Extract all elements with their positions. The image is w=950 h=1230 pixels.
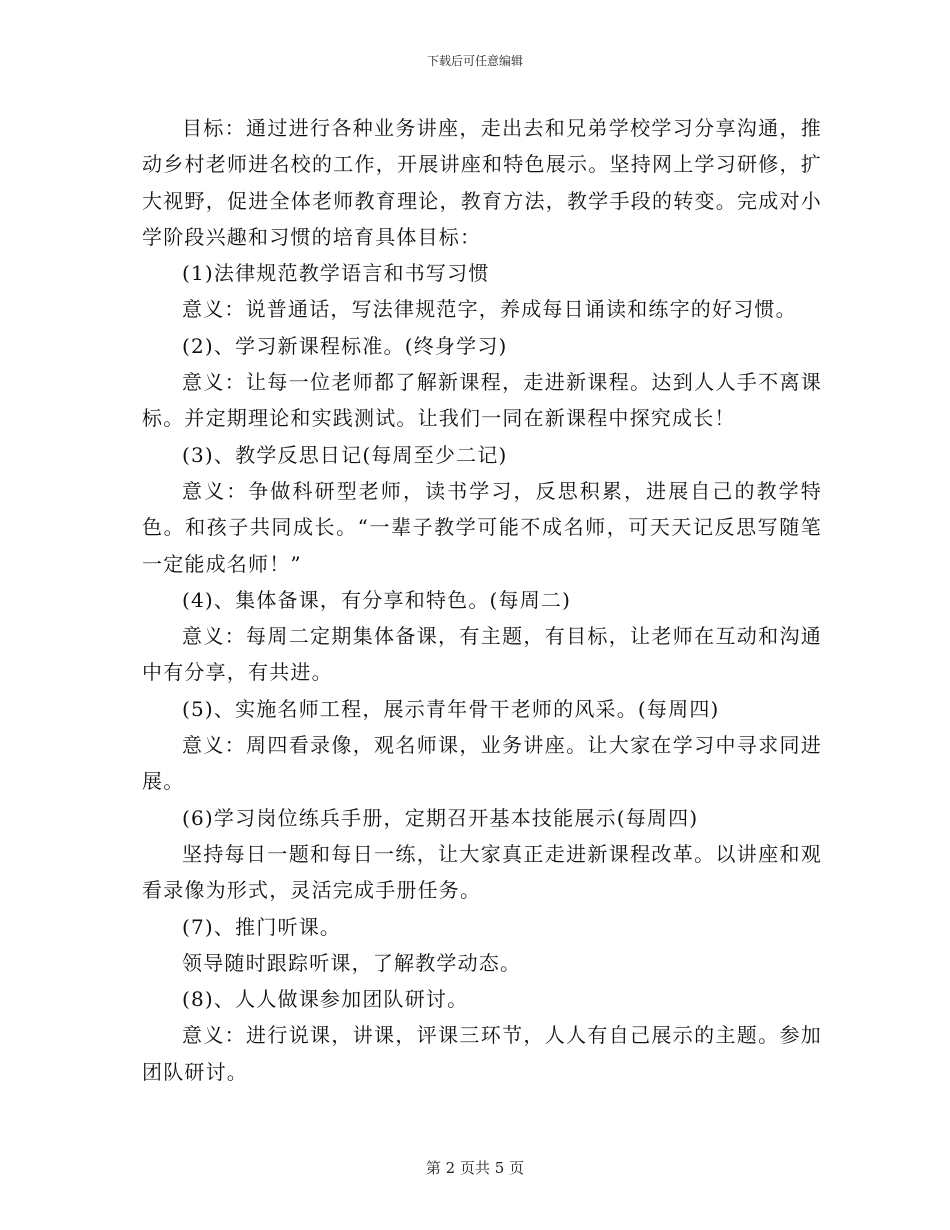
item-2-meaning: 意义：让每一位老师都了解新课程，走进新课程。达到人人手不离课标。并定期理论和实践测试。让我们一同在新课程中探究成长！ (142, 370, 822, 431)
page-header: 下载后可任意编辑 (426, 54, 523, 68)
document-body (142, 110, 822, 1090)
item-7-heading: (7)、推门听课。 (182, 914, 342, 939)
item-3-heading: (3)、教学反思日记(每周至少二记) (182, 442, 508, 467)
item-5-heading: (5)、实施名师工程，展示青年骨干老师的风采。(每周四) (182, 696, 720, 721)
item-1-meaning: 意义：说普通话，写法律规范字，养成每日诵读和练字的好习惯。 (182, 297, 797, 322)
item-6-heading: (6)学习岗位练兵手册，定期召开基本技能展示(每周四) (182, 805, 699, 830)
item-2-heading: (2)、学习新课程标准。(终身学习) (182, 333, 508, 358)
item-8-meaning: 意义：进行说课，讲课，评课三环节，人人有自己展示的主题。参加团队研讨。 (142, 1023, 822, 1084)
item-6-meaning: 坚持每日一题和每日一练，让大家真正走进新课程改革。以讲座和观看录像为形式，灵活完成手册任务。 (142, 841, 822, 903)
item-1-heading: (1)法律规范教学语言和书写习惯 (182, 261, 490, 286)
item-4-meaning: 意义：每周二定期集体备课，有主题，有目标，让老师在互动和沟通中有分享，有共进。 (142, 624, 822, 685)
paragraph-goal: 目标：通过进行各种业务讲座，走出去和兄弟学校学习分享沟通，推动乡村老师进名校的工作，开展讲座和特色展示。坚持网上学习研修，扩大视野，促进全体老师教育理论，教育方法，教学手段的转变。完成对小学阶段兴趣和习惯的培育具体目标： (142, 116, 822, 249)
page-footer: 第 2 页共 5 页 (425, 1159, 525, 1177)
item-3-meaning: 意义：争做科研型老师，读书学习，反思积累，进展自己的教学特色。和孩子共同成长。“一辈子教学可能不成名师，可天天记反思写随笔一定能成名师！” (142, 478, 822, 576)
item-8-heading: (8)、人人做课参加团队研讨。 (182, 987, 469, 1012)
item-4-heading: (4)、集体备课，有分享和特色。(每周二) (182, 587, 572, 612)
item-5-meaning: 意义：周四看录像，观名师课，业务讲座。让大家在学习中寻求同进展。 (142, 733, 822, 794)
item-7-meaning: 领导随时跟踪听课，了解教学动态。 (182, 950, 522, 975)
